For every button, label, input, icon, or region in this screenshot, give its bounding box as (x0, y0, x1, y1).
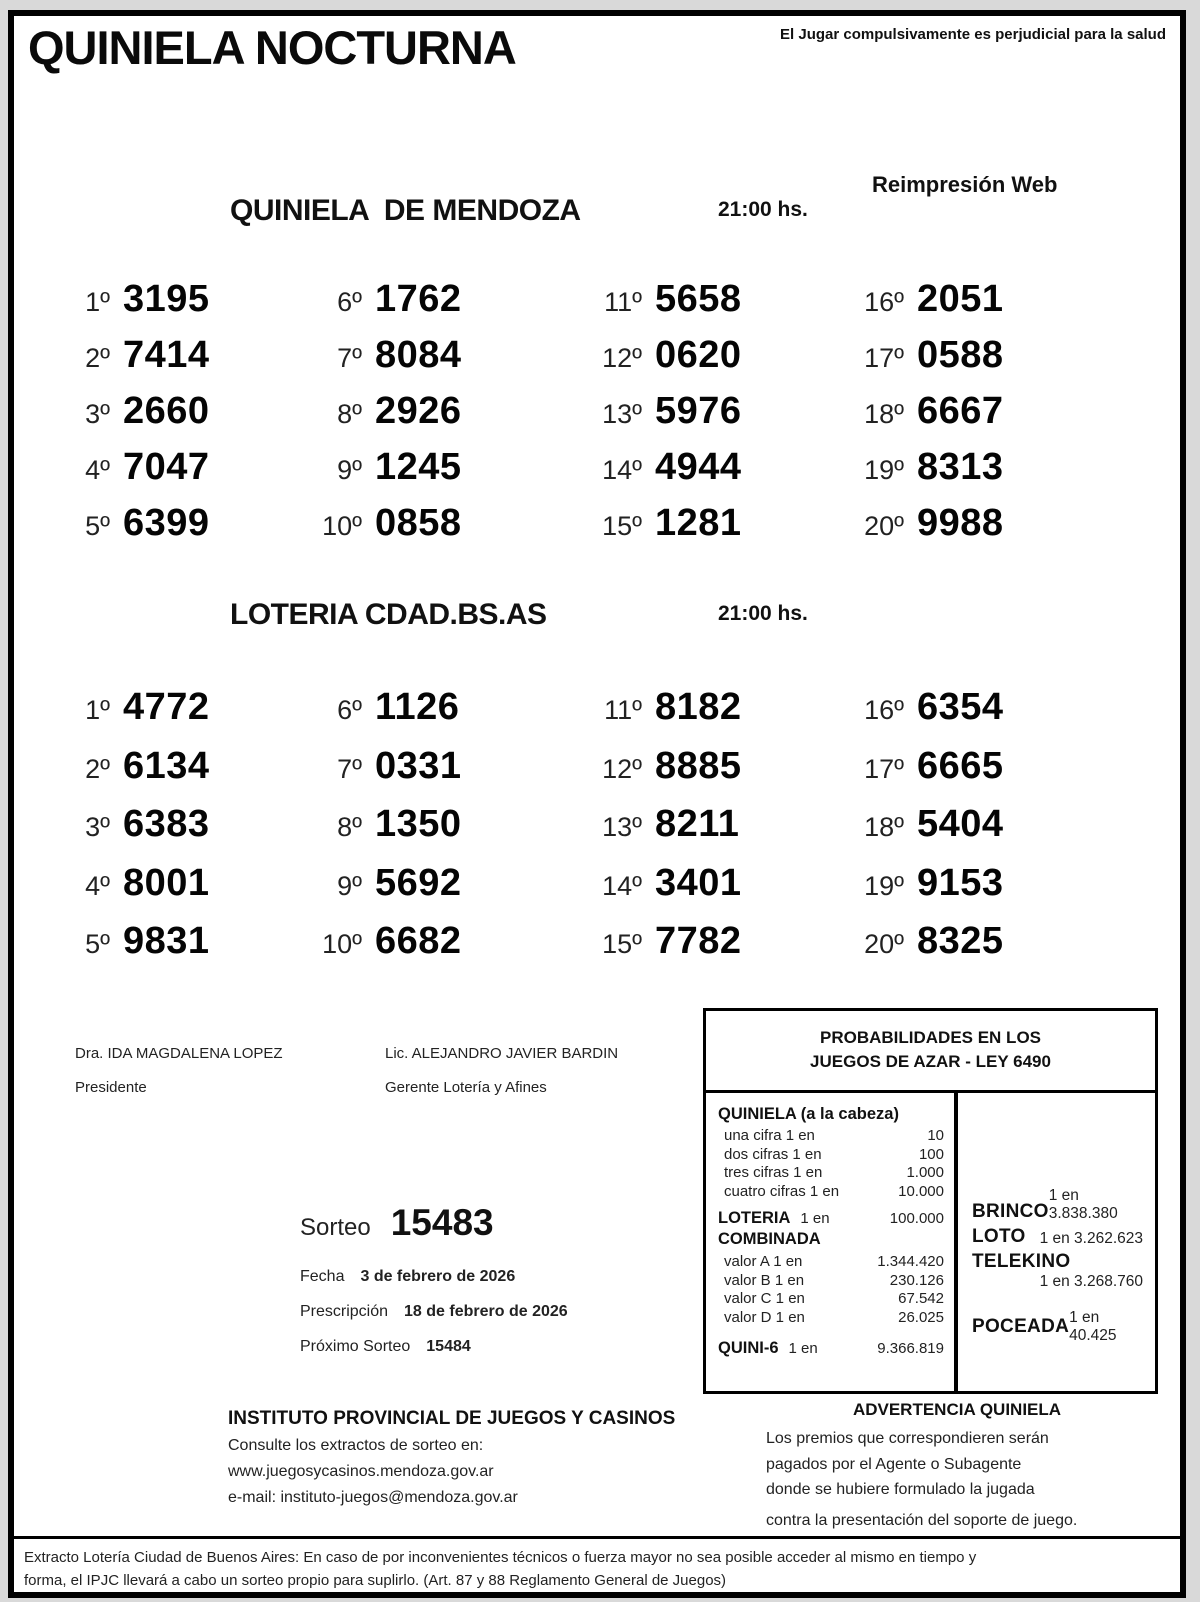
result-number: 7414 (123, 334, 210, 376)
odds-value: 1.000 (906, 1164, 944, 1181)
other-games-odds (972, 1187, 1143, 1345)
result-cell (848, 334, 1059, 390)
telekino-label: TELEKINO (972, 1251, 1071, 1272)
result-cell (306, 862, 586, 921)
quini6-mid: 1 en (788, 1340, 818, 1357)
result-cell (586, 446, 848, 502)
probabilities-body (706, 1093, 1155, 1391)
poceada-label: POCEADA (972, 1316, 1070, 1337)
result-cell (586, 920, 848, 979)
quini6-value: 9.366.819 (877, 1340, 944, 1357)
next-draw-label: Próximo Sorteo (300, 1338, 411, 1355)
result-rank: 10º (322, 929, 362, 959)
result-number: 3195 (123, 278, 210, 320)
result-number: 6134 (123, 744, 210, 787)
footer-disclaimer (24, 1546, 1174, 1592)
result-rank: 7º (337, 753, 362, 784)
institute-consult-line: Consulte los extractos de sorteo en: (228, 1437, 484, 1454)
result-rank: 2º (85, 753, 110, 784)
result-cell (306, 278, 586, 334)
result-rank: 15º (602, 929, 642, 959)
date-label: Fecha (300, 1268, 345, 1285)
advertencia-lines (742, 1426, 1172, 1533)
combinada-odds-rows (718, 1253, 944, 1327)
odds-value: 1.344.420 (877, 1253, 944, 1270)
section-time-mendoza: 21:00 hs. (718, 198, 808, 221)
advertencia-line: donde se hubiere formulado la jugada (766, 1481, 1035, 1498)
odds-value: 230.126 (889, 1271, 944, 1289)
odds-label: valor D 1 en (724, 1308, 805, 1326)
loto-value: 1 en 3.262.623 (1039, 1230, 1143, 1247)
quiniela-odds-header: QUINIELA (a la cabeza) (718, 1105, 899, 1123)
result-rank: 11º (604, 287, 642, 317)
loto-odds-row (972, 1226, 1143, 1248)
result-number: 2660 (123, 390, 210, 432)
result-number: 0588 (917, 334, 1004, 376)
result-cell (54, 686, 306, 745)
result-rank: 2º (85, 343, 110, 373)
odds-row (718, 1253, 944, 1272)
advertencia-line: contra la presentación del soporte de juego. (766, 1511, 1078, 1529)
result-number: 2926 (375, 390, 462, 432)
odds-label: cuatro cifras 1 en (724, 1182, 840, 1200)
result-number: 9153 (917, 861, 1004, 904)
result-cell (586, 862, 848, 921)
result-rank: 13º (602, 812, 642, 842)
result-number: 1281 (655, 502, 742, 544)
odds-value: 67.542 (898, 1290, 944, 1307)
result-rank: 4º (85, 455, 110, 485)
result-cell (306, 334, 586, 390)
probabilities-right-column (958, 1093, 1155, 1391)
section-title-mendoza: QUINIELA DE MENDOZA (230, 194, 581, 227)
result-cell (54, 334, 306, 390)
loteria-label: LOTERIA (718, 1209, 791, 1227)
section-title-bsas: LOTERIA CDAD.BS.AS (230, 598, 547, 631)
result-rank: 5º (85, 929, 110, 959)
result-cell (306, 446, 586, 502)
section-time-bsas: 21:00 hs. (718, 602, 808, 625)
result-rank: 16º (864, 695, 904, 725)
result-number: 1762 (375, 278, 462, 320)
odds-label: una cifra 1 en (724, 1127, 815, 1144)
draw-number-row (300, 1202, 494, 1244)
result-rank: 3º (85, 812, 110, 842)
odds-row (718, 1309, 944, 1328)
result-number: 7047 (123, 446, 210, 488)
result-number: 6667 (917, 390, 1004, 432)
result-cell (586, 334, 848, 390)
loto-label: LOTO (972, 1226, 1026, 1247)
result-number: 9988 (917, 502, 1004, 544)
odds-value: 100 (918, 1145, 944, 1163)
result-cell (306, 686, 586, 745)
draw-date-row (300, 1268, 515, 1286)
next-draw-row (300, 1338, 471, 1356)
institute-website: www.juegosycasinos.mendoza.gov.ar (228, 1463, 494, 1480)
result-number: 5404 (917, 803, 1004, 845)
result-rank: 11º (604, 695, 642, 725)
probabilities-title (706, 1011, 1155, 1093)
result-rank: 1º (85, 287, 110, 317)
result-cell (848, 862, 1059, 921)
result-number: 6682 (375, 920, 462, 962)
result-cell (54, 745, 306, 804)
result-cell (586, 803, 848, 862)
telekino-value: 1 en 3.268.760 (1039, 1273, 1143, 1290)
result-number: 5692 (375, 861, 462, 904)
odds-label: valor A 1 en (724, 1253, 803, 1270)
result-number: 2051 (917, 278, 1004, 320)
result-number: 6665 (917, 744, 1004, 787)
advertencia-line: pagados por el Agente o Subagente (766, 1455, 1022, 1473)
result-rank: 17º (864, 343, 904, 373)
result-number: 8182 (655, 686, 742, 728)
next-draw-value: 15484 (426, 1338, 471, 1355)
result-rank: 12º (602, 753, 642, 784)
prescription-value: 18 de febrero de 2026 (404, 1303, 568, 1320)
result-cell (586, 390, 848, 446)
result-number: 8084 (375, 334, 462, 376)
result-cell (54, 502, 306, 558)
result-rank: 4º (85, 870, 110, 901)
result-cell (54, 920, 306, 979)
reimpresion-web-label: Reimpresión Web (872, 172, 1058, 197)
odds-row (718, 1272, 944, 1291)
result-cell (586, 686, 848, 745)
result-rank: 7º (337, 343, 362, 373)
result-number: 0858 (375, 502, 462, 544)
result-number: 8885 (655, 744, 742, 787)
result-number: 4944 (655, 446, 742, 488)
result-rank: 20º (864, 929, 904, 959)
footer-disclaimer-line1: Extracto Lotería Ciudad de Buenos Aires: En caso de por inconvenientes técnicos o fuerza mayor no sea posible acceder al mismo en tiempo y (24, 1549, 977, 1566)
result-cell (586, 502, 848, 558)
odds-row (718, 1127, 944, 1146)
result-cell (306, 803, 586, 862)
result-cell (54, 862, 306, 921)
signature-president-name: Dra. IDA MAGDALENA LOPEZ (75, 1045, 283, 1062)
result-rank: 8º (337, 399, 362, 429)
footer-disclaimer-line2: forma, el IPJC llevará a cabo un sorteo propio para suplirlo. (Art. 87 y 88 Reglamento General de Juegos) (24, 1572, 727, 1589)
result-rank: 6º (337, 695, 362, 725)
result-rank: 1º (85, 695, 110, 725)
result-number: 8211 (655, 803, 740, 845)
result-rank: 20º (864, 511, 904, 541)
odds-row (718, 1146, 944, 1165)
brinco-label: BRINCO (972, 1201, 1049, 1222)
result-rank: 18º (864, 399, 904, 429)
brinco-value: 1 en 3.838.380 (1048, 1187, 1118, 1222)
health-warning-text: El Jugar compulsivamente es perjudicial para la salud (780, 26, 1166, 43)
result-number: 5976 (655, 390, 742, 432)
quini6-odds-row (718, 1339, 944, 1358)
result-cell (586, 278, 848, 334)
odds-value: 26.025 (898, 1308, 944, 1326)
result-number: 0620 (655, 334, 742, 376)
footer-divider (14, 1536, 1180, 1539)
result-rank: 8º (337, 812, 362, 842)
odds-value: 10 (927, 1127, 944, 1144)
poceada-value: 1 en 40.425 (1069, 1309, 1117, 1344)
result-rank: 17º (864, 753, 904, 784)
result-number: 8325 (917, 920, 1004, 962)
result-rank: 19º (864, 870, 904, 901)
result-rank: 9º (337, 870, 362, 901)
result-number: 6399 (123, 502, 210, 544)
result-cell (848, 446, 1059, 502)
loteria-mid: 1 en (800, 1210, 830, 1227)
odds-label: valor C 1 en (724, 1290, 805, 1307)
result-cell (848, 920, 1059, 979)
signature-manager-name: Lic. ALEJANDRO JAVIER BARDIN (385, 1045, 619, 1062)
probabilities-box (703, 1008, 1158, 1394)
signature-manager-role: Gerente Lotería y Afines (385, 1079, 547, 1096)
odds-label: valor B 1 en (724, 1271, 805, 1289)
odds-label: dos cifras 1 en (724, 1145, 822, 1163)
probabilities-title-line2: JUEGOS DE AZAR - LEY 6490 (810, 1052, 1051, 1071)
signature-president-role: Presidente (75, 1079, 147, 1096)
result-number: 5658 (655, 278, 742, 320)
result-number: 0331 (375, 744, 462, 787)
result-rank: 19º (864, 455, 904, 485)
odds-row (718, 1290, 944, 1309)
advertencia-line: Los premios que correspondieren serán (766, 1430, 1049, 1447)
results-grid-bsas (54, 686, 1059, 979)
result-cell (848, 278, 1059, 334)
result-cell (306, 745, 586, 804)
date-value: 3 de febrero de 2026 (360, 1268, 516, 1285)
brinco-odds-row (972, 1187, 1143, 1223)
odds-row (718, 1183, 944, 1202)
result-number: 3401 (655, 861, 742, 904)
odds-label: tres cifras 1 en (724, 1164, 823, 1181)
document-page (8, 10, 1186, 1598)
odds-row (718, 1164, 944, 1183)
result-cell (306, 920, 586, 979)
result-cell (306, 390, 586, 446)
draw-label: Sorteo (300, 1214, 371, 1241)
result-number: 1245 (375, 446, 462, 488)
result-rank: 10º (322, 511, 362, 541)
result-cell (848, 745, 1059, 804)
institute-email: e-mail: instituto-juegos@mendoza.gov.ar (228, 1489, 518, 1506)
result-cell (306, 502, 586, 558)
advertencia-title: ADVERTENCIA QUINIELA (852, 1400, 1062, 1419)
prescription-row (300, 1303, 568, 1321)
result-rank: 6º (337, 287, 362, 317)
result-number: 7782 (655, 920, 742, 962)
result-rank: 18º (864, 812, 904, 842)
institute-name: INSTITUTO PROVINCIAL DE JUEGOS Y CASINOS (228, 1408, 676, 1429)
probabilities-left-column (706, 1093, 958, 1391)
loteria-value: 100.000 (889, 1210, 944, 1227)
quiniela-odds-rows (718, 1127, 944, 1201)
result-rank: 12º (602, 343, 642, 373)
result-number: 6383 (123, 803, 210, 845)
poceada-odds-row (972, 1309, 1143, 1345)
result-rank: 14º (602, 870, 642, 901)
result-cell (848, 390, 1059, 446)
draw-number: 15483 (390, 1202, 494, 1243)
loteria-odds-row (718, 1209, 944, 1228)
result-cell (54, 803, 306, 862)
result-rank: 14º (602, 455, 642, 485)
result-number: 1126 (375, 686, 460, 728)
telekino-odds-row (972, 1251, 1143, 1291)
combinada-header: COMBINADA (718, 1230, 821, 1248)
result-cell (54, 446, 306, 502)
result-cell (586, 745, 848, 804)
result-number: 8313 (917, 446, 1004, 488)
result-number: 6354 (917, 686, 1004, 728)
result-rank: 13º (602, 399, 642, 429)
results-grid-mendoza (54, 278, 1059, 558)
result-cell (54, 390, 306, 446)
result-rank: 9º (337, 455, 362, 485)
odds-value: 10.000 (898, 1182, 944, 1200)
result-rank: 3º (85, 399, 110, 429)
prescription-label: Prescripción (300, 1303, 389, 1320)
result-cell (848, 502, 1059, 558)
result-rank: 5º (85, 511, 110, 541)
advertencia-block (742, 1400, 1172, 1533)
result-cell (848, 803, 1059, 862)
result-number: 9831 (123, 920, 210, 962)
result-rank: 15º (602, 511, 642, 541)
page-title: QUINIELA NOCTURNA (28, 21, 516, 74)
result-number: 4772 (123, 686, 210, 728)
probabilities-title-line1: PROBABILIDADES EN LOS (819, 1028, 1042, 1047)
result-number: 8001 (123, 861, 210, 904)
result-cell (54, 278, 306, 334)
result-cell (848, 686, 1059, 745)
quini6-label: QUINI-6 (718, 1339, 779, 1357)
result-rank: 16º (864, 287, 904, 317)
result-number: 1350 (375, 803, 462, 845)
